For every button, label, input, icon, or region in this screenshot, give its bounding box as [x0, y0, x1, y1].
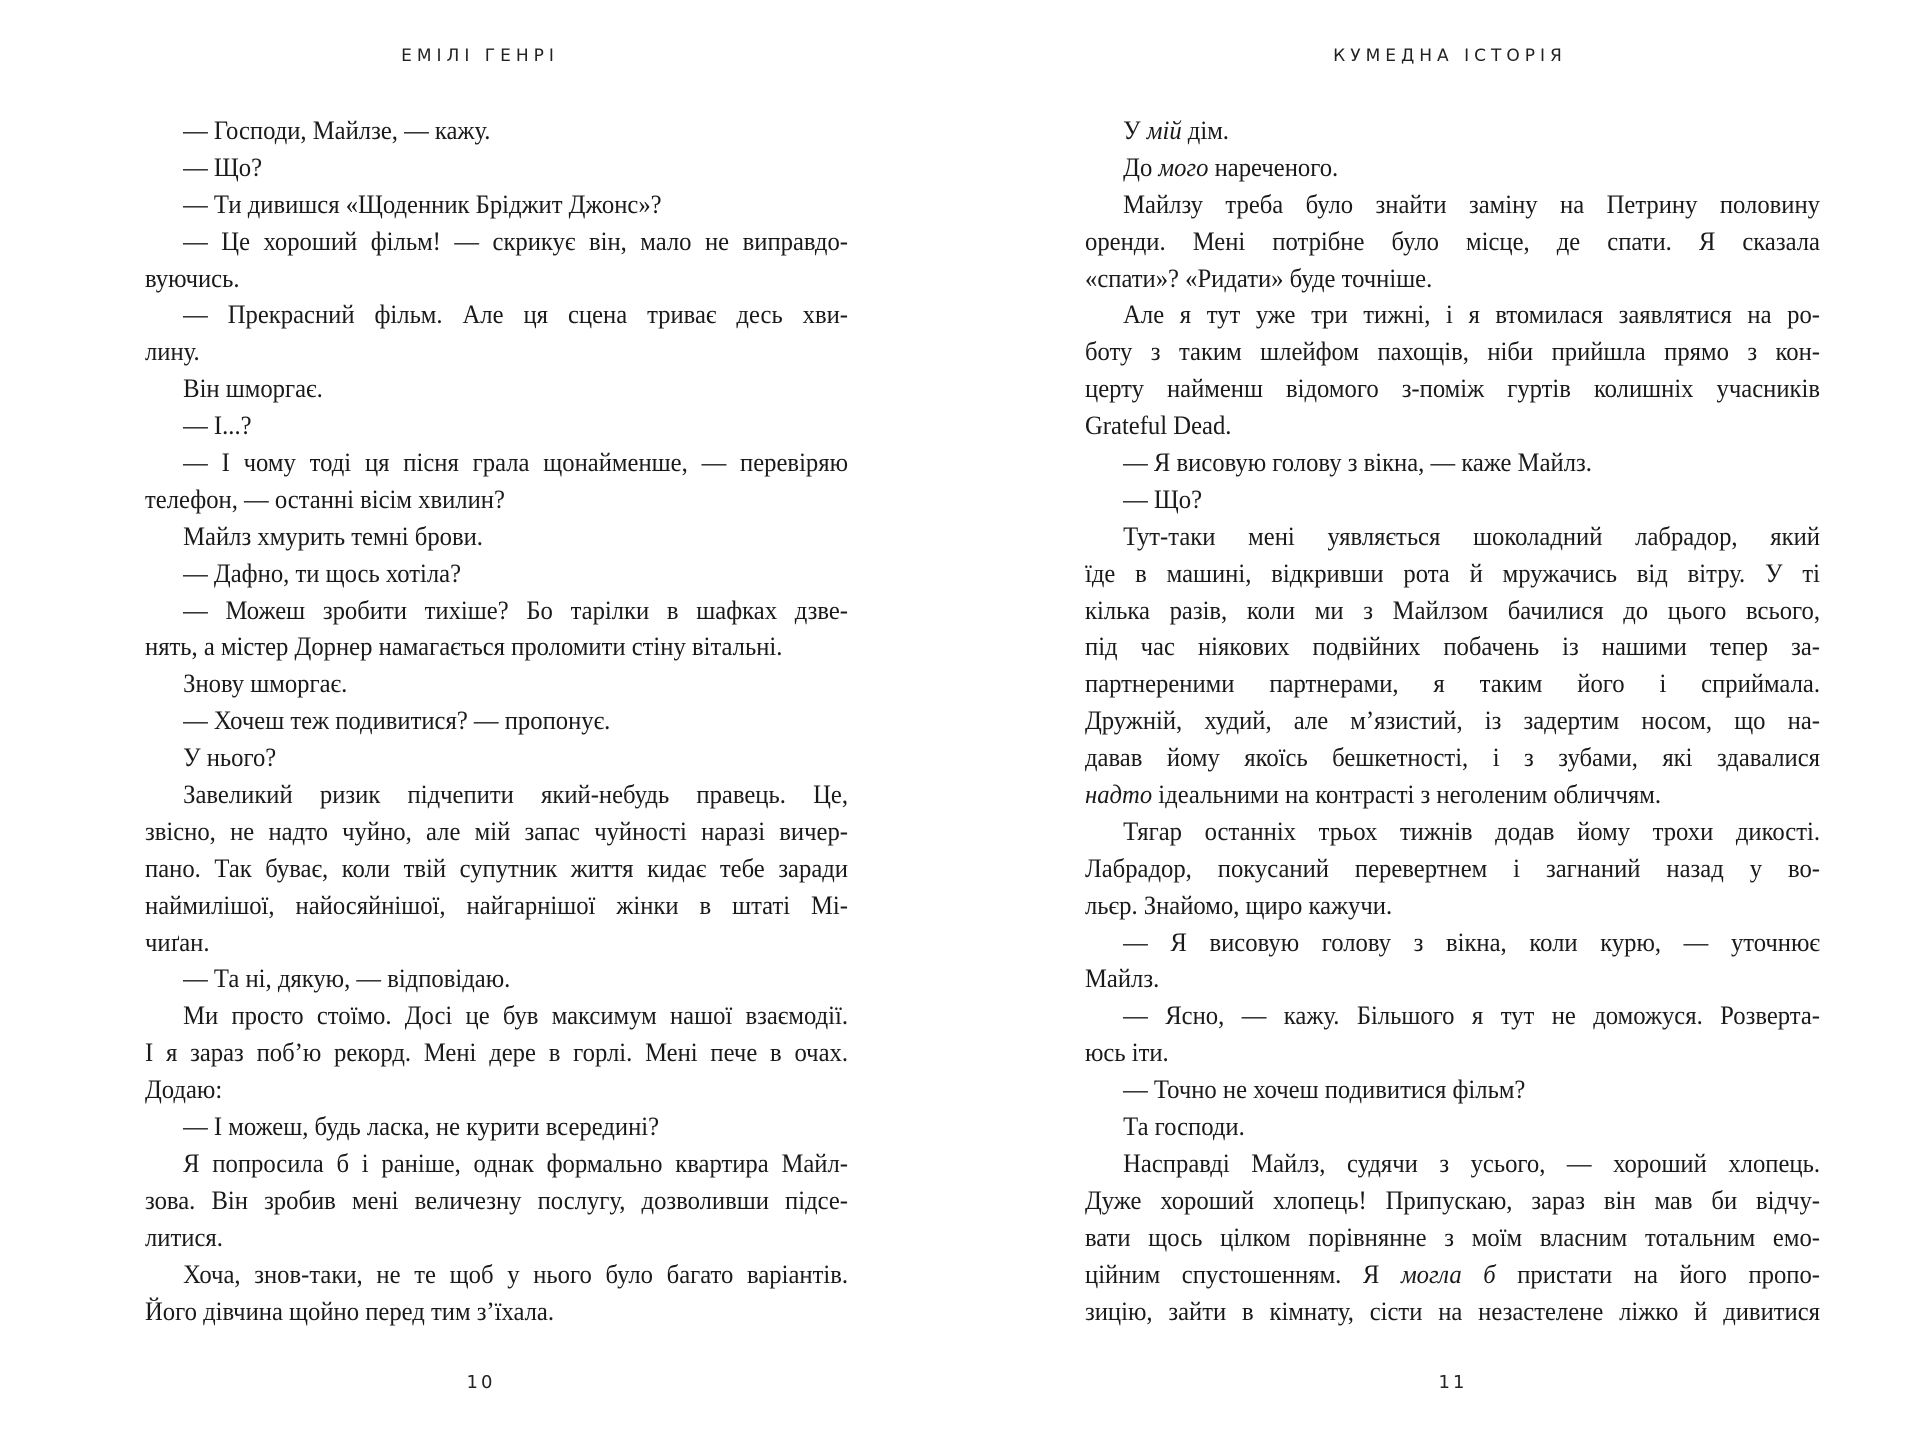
- text-line: [1085, 1182, 1820, 1219]
- text-line: Додаю:: [145, 1074, 223, 1105]
- italic-text: могла б: [1400, 1258, 1496, 1289]
- text-line: Знову шморгає.: [183, 668, 348, 699]
- text-span: Насправді Майлз, судячи з усього, — хороший хлопець.: [1123, 1147, 1820, 1178]
- text-line: литися.: [145, 1221, 223, 1252]
- text-line: [1085, 665, 1820, 702]
- text-line: [1085, 628, 1820, 665]
- text-span: їде в машині, відкривши рота й мружачись від вітру. У ті: [1085, 557, 1820, 588]
- text-line: — Та ні, дякую, — відповідаю.: [183, 963, 511, 994]
- text-span: церту найменш відомого з-поміж гуртів колишніх учасників: [1085, 373, 1820, 404]
- text-span: Тут-таки мені уявляється шоколадний лабрадор, який: [1123, 520, 1820, 551]
- text-line: телефон, — останні вісім хвилин?: [145, 483, 505, 514]
- text-line: лину.: [145, 336, 200, 367]
- text-span: Але я тут уже три тижні, і я втомилася заявлятися на ро-: [1123, 299, 1820, 330]
- right-page: [960, 0, 1920, 1440]
- text-span: «спати»? «Ридати» буде точніше.: [1085, 262, 1433, 293]
- text-line: [1085, 1034, 1820, 1071]
- text-span: Тягар останніх трьох тижнів додав йому трохи дикості.: [1123, 815, 1820, 846]
- page-number-left: 10: [466, 1372, 496, 1393]
- text-line: [1085, 407, 1820, 444]
- text-line: зова. Він зробив мені величезну послугу, дозволивши підсе-: [145, 1184, 848, 1215]
- text-line: — Що?: [183, 151, 263, 182]
- text-line: — І можеш, будь ласка, не курити всередині?: [183, 1111, 660, 1142]
- text-line: [1085, 260, 1820, 297]
- text-line: Ми просто стоїмо. Досі це був максимум нашої взаємодії.: [183, 1000, 848, 1031]
- text-line: [1085, 960, 1820, 997]
- text-line: Хоча, знов-таки, не те щоб у нього було багато варіантів.: [183, 1258, 848, 1289]
- text-line: [1085, 776, 1820, 813]
- text-line: [1085, 149, 1820, 186]
- text-span: зицію, зайти в кімнату, сісти на незастелене ліжко й дивитися: [1085, 1295, 1820, 1326]
- text-line: — Ти дивишся «Щоденник Бріджит Джонс»?: [183, 188, 662, 219]
- text-line: [1085, 592, 1820, 629]
- text-line: вуючись.: [145, 262, 240, 293]
- text-line: [1085, 186, 1820, 223]
- italic-text: мого: [1158, 151, 1209, 182]
- italic-text: надто: [1085, 779, 1153, 810]
- text-line: Його дівчина щойно перед тим з’їхала.: [145, 1295, 555, 1326]
- text-line: [1085, 702, 1820, 739]
- text-span: нареченого.: [1208, 151, 1339, 182]
- italic-text: мій: [1146, 115, 1182, 145]
- page-number-right: 11: [1438, 1372, 1468, 1393]
- text-line: [1085, 924, 1820, 961]
- text-line: — Хочеш теж подивитися? — пропонує.: [183, 705, 611, 736]
- text-line: [1085, 296, 1820, 333]
- text-span: оренди. Мені потрібне було місце, де спати. Я сказала: [1085, 225, 1820, 256]
- text-line: — Дафно, ти щось хотіла?: [183, 557, 462, 588]
- text-line: [1085, 370, 1820, 407]
- text-span: — Що?: [1123, 483, 1203, 514]
- left-page-body: [145, 112, 848, 1329]
- text-line: — І...?: [183, 410, 252, 441]
- text-span: ційним спустошенням. Я: [1085, 1258, 1401, 1289]
- text-span: партнереними партнерами, я таким його і сприймала.: [1085, 668, 1820, 699]
- text-span: кілька разів, коли ми з Майлзом бачилися до цього всього,: [1085, 594, 1820, 625]
- text-span: У: [1123, 115, 1147, 145]
- text-span: боту з таким шлейфом пахощів, ніби прийшла прямо з кон-: [1085, 336, 1820, 367]
- running-head-title: КУМЕДНА ІСТОРІЯ: [1333, 46, 1567, 66]
- text-line: нять, а містер Дорнер намагається проломити стіну вітальні.: [145, 631, 783, 662]
- running-head-author: ЕМІЛІ ГЕНРІ: [401, 46, 559, 66]
- text-line: [1085, 223, 1820, 260]
- text-span: До: [1123, 151, 1159, 182]
- text-line: [1085, 997, 1820, 1034]
- text-line: наймилішої, найосяйнішої, найгарнішої жінки в штаті Мі-: [145, 889, 848, 920]
- text-line: У нього?: [183, 742, 277, 773]
- text-span: вати щось цілком порівнянне з моїм власним тотальним емо-: [1085, 1221, 1820, 1252]
- text-span: давав йому якоїсь бешкетності, і з зубами, які здавалися: [1085, 742, 1820, 773]
- text-line: [1085, 1145, 1820, 1182]
- text-line: [1085, 112, 1820, 149]
- text-line: Я попросила б і раніше, однак формально квартира Майл-: [183, 1147, 848, 1178]
- text-span: Дружній, худий, але м’язистий, із задертим носом, що на-: [1085, 705, 1820, 736]
- text-span: Та господи.: [1123, 1111, 1245, 1142]
- text-line: — Господи, Майлзе, — кажу.: [183, 115, 491, 145]
- text-span: — Я висовую голову з вікна, коли курю, — уточнює: [1123, 926, 1820, 957]
- text-span: Grateful Dead.: [1085, 410, 1232, 441]
- text-span: юсь іти.: [1085, 1037, 1169, 1068]
- text-span: ідеальними на контрасті з неголеним обличчям.: [1152, 779, 1662, 810]
- text-span: Майлз.: [1085, 963, 1160, 994]
- text-line: Завеликий ризик підчепити який-небудь правець. Це,: [183, 779, 848, 810]
- text-line: пано. Так буває, коли твій супутник життя кидає тебе заради: [145, 852, 848, 883]
- text-line: [1085, 1256, 1820, 1293]
- text-line: [1085, 739, 1820, 776]
- text-span: Дуже хороший хлопець! Припускаю, зараз він мав би відчу-: [1085, 1184, 1820, 1215]
- text-span: — Точно не хочеш подивитися фільм?: [1123, 1074, 1526, 1105]
- text-line: [1085, 850, 1820, 887]
- text-span: пристати на його пропо-: [1495, 1258, 1820, 1289]
- text-line: [1085, 1219, 1820, 1256]
- text-span: — Ясно, — кажу. Більшого я тут не доможуся. Розверта-: [1123, 1000, 1820, 1031]
- text-line: Він шморгає.: [183, 373, 323, 404]
- text-span: під час ніякових подвійних побачень із нашими тепер за-: [1085, 631, 1820, 662]
- text-line: чиґан.: [145, 926, 210, 957]
- text-line: [1085, 518, 1820, 555]
- text-line: [1085, 1293, 1820, 1330]
- text-line: — Прекрасний фільм. Але ця сцена триває десь хви-: [183, 299, 848, 330]
- text-line: [1085, 555, 1820, 592]
- right-page-body: [1085, 112, 1820, 1329]
- text-line: — Можеш зробити тихіше? Бо тарілки в шафках дзве-: [183, 594, 848, 625]
- text-line: [1085, 813, 1820, 850]
- text-line: [1085, 481, 1820, 518]
- text-line: І я зараз поб’ю рекорд. Мені дере в горлі. Мені пече в очах.: [145, 1037, 848, 1068]
- text-line: [1085, 1108, 1820, 1145]
- text-line: звісно, не надто чуйно, але мій запас чуйності наразі вичер-: [145, 815, 848, 846]
- text-span: — Я висовую голову з вікна, — каже Майлз.: [1123, 447, 1592, 478]
- text-span: Майлзу треба було знайти заміну на Петрину половину: [1123, 188, 1820, 219]
- text-span: льєр. Знайомо, щиро кажучи.: [1085, 889, 1393, 920]
- text-line: [1085, 1071, 1820, 1108]
- text-line: Майлз хмурить темні брови.: [183, 520, 483, 551]
- text-line: — Це хороший фільм! — скрикує він, мало не виправдо-: [183, 225, 848, 256]
- text-span: дім.: [1181, 115, 1229, 145]
- text-line: [1085, 887, 1820, 924]
- text-span: Лабрадор, покусаний перевертнем і загнаний назад у во-: [1085, 852, 1820, 883]
- text-line: [1085, 333, 1820, 370]
- text-line: — І чому тоді ця пісня грала щонайменше, — перевіряю: [183, 447, 848, 478]
- text-line: [1085, 444, 1820, 481]
